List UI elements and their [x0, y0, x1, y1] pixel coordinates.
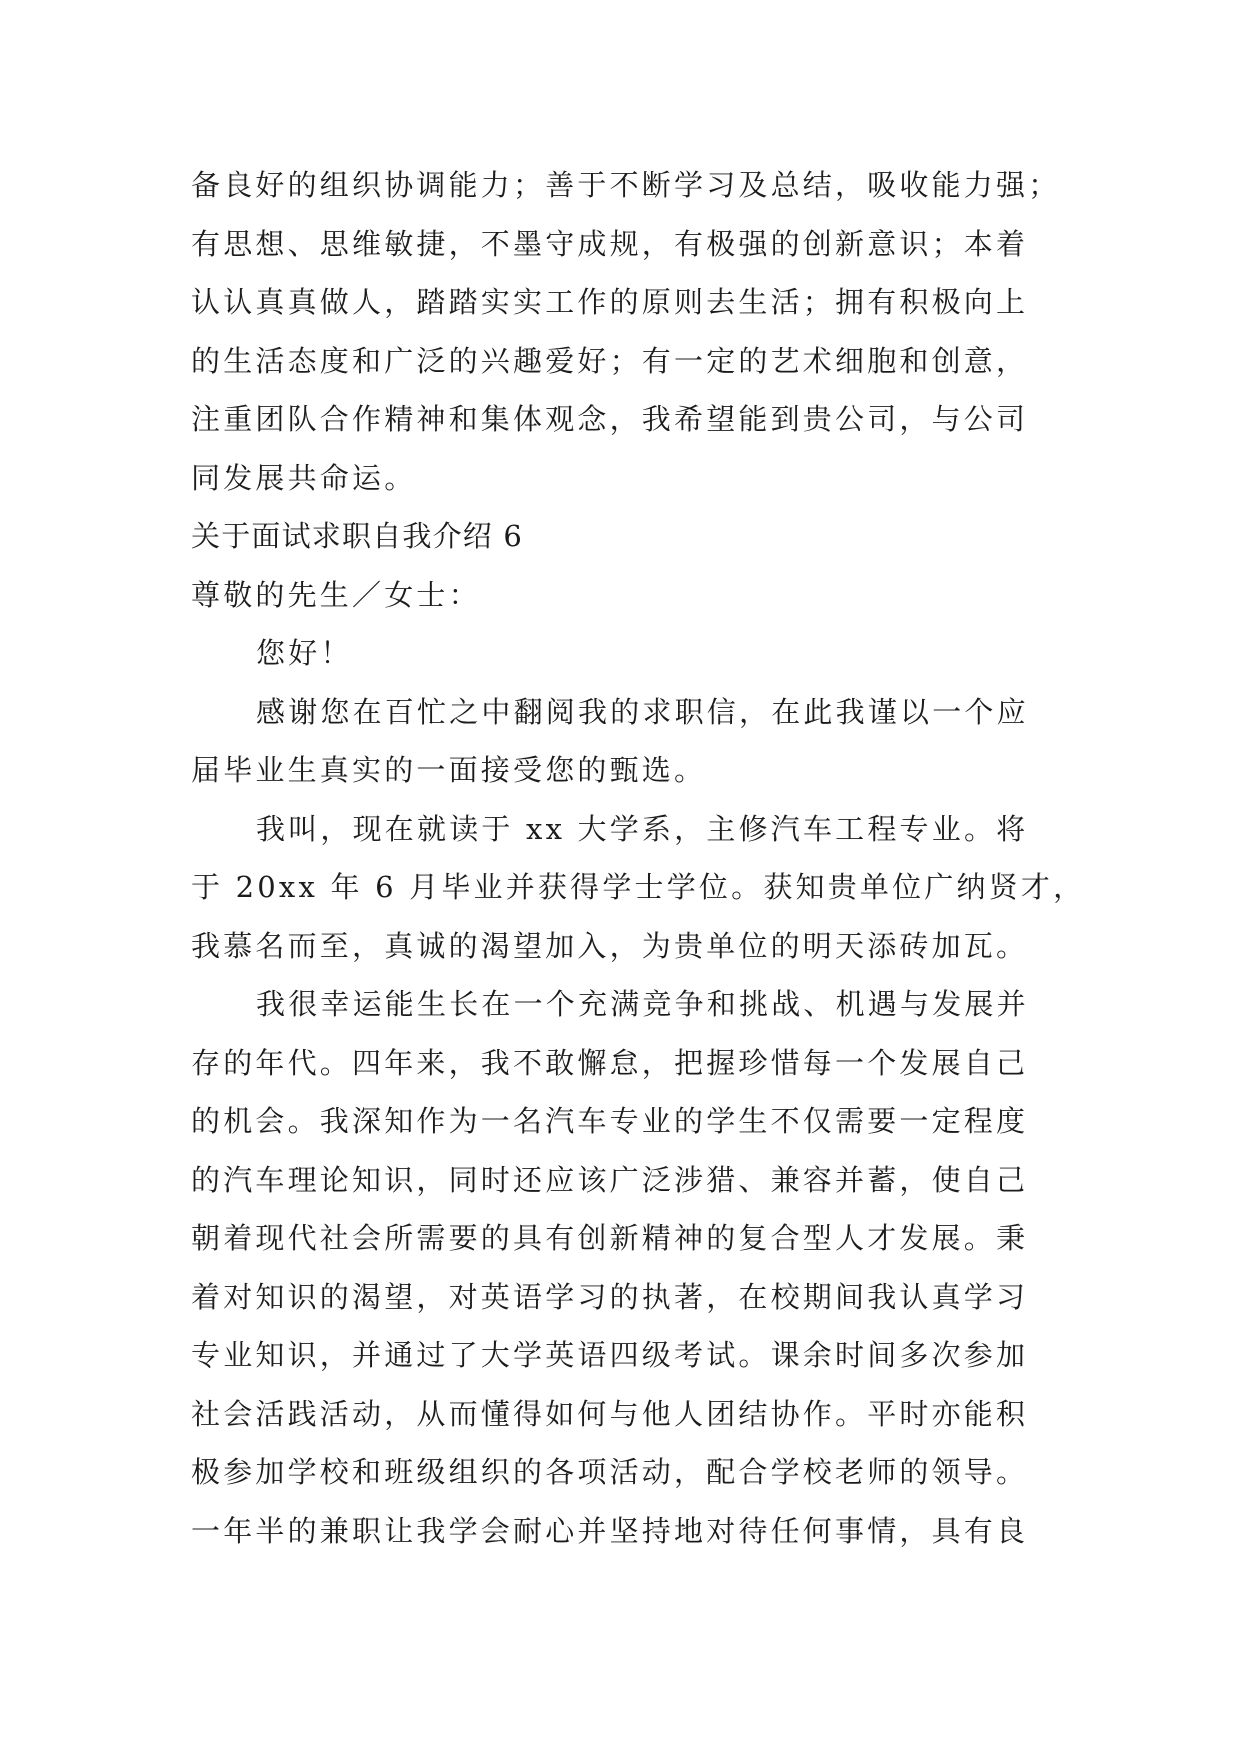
body-line: 同发展共命运。 — [191, 460, 417, 495]
document-body — [191, 156, 1086, 1560]
body-line: 着对知识的渴望，对英语学习的执著，在校期间我认真学习 — [191, 1279, 1029, 1314]
body-line: 朝着现代社会所需要的具有创新精神的复合型人才发展。秉 — [191, 1221, 1029, 1255]
body-line: 社会活践活动，从而懂得如何与他人团结协作。平时亦能积 — [191, 1396, 1029, 1431]
body-line: 的汽车理论知识，同时还应该广泛涉猎、兼容并蓄，使自己 — [191, 1162, 1029, 1197]
body-line: 我很幸运能生长在一个充满竞争和挑战、机遇与发展并 — [256, 987, 1029, 1021]
salutation: 尊敬的先生／女士： — [191, 577, 481, 612]
body-line: 感谢您在百忙之中翻阅我的求职信，在此我谨以一个应 — [256, 694, 1029, 729]
body-line: 一年半的兼职让我学会耐心并坚持地对待任何事情，具有良 — [191, 1513, 1029, 1548]
body-line: 存的年代。四年来，我不敢懈怠，把握珍惜每一个发展自己 — [191, 1045, 1029, 1080]
section-heading: 关于面试求职自我介绍 6 — [191, 519, 524, 553]
body-line: 我叫，现在就读于 xx 大学系，主修汽车工程专业。将 — [256, 811, 1029, 846]
body-line: 我慕名而至，真诚的渴望加入，为贵单位的明天添砖加瓦。 — [191, 928, 1029, 963]
greeting: 您好！ — [256, 636, 353, 670]
body-line: 的生活态度和广泛的兴趣爱好；有一定的艺术细胞和创意， — [191, 343, 1029, 378]
body-line: 于 20xx 年 6 月毕业并获得学士学位。获知贵单位广纳贤才， — [191, 870, 1086, 904]
body-line: 有思想、思维敏捷，不墨守成规，有极强的创新意识；本着 — [191, 226, 1029, 261]
body-line: 专业知识，并通过了大学英语四级考试。课余时间多次参加 — [191, 1338, 1029, 1372]
body-line: 备良好的组织协调能力；善于不断学习及总结，吸收能力强； — [191, 168, 1061, 202]
body-line: 届毕业生真实的一面接受您的甄选。 — [191, 753, 707, 787]
body-line: 极参加学校和班级组织的各项活动，配合学校老师的领导。 — [191, 1455, 1029, 1489]
body-line: 认认真真做人，踏踏实实工作的原则去生活；拥有积极向上 — [191, 285, 1029, 319]
body-line: 注重团队合作精神和集体观念，我希望能到贵公司，与公司 — [191, 402, 1029, 436]
body-line: 的机会。我深知作为一名汽车专业的学生不仅需要一定程度 — [191, 1104, 1029, 1138]
